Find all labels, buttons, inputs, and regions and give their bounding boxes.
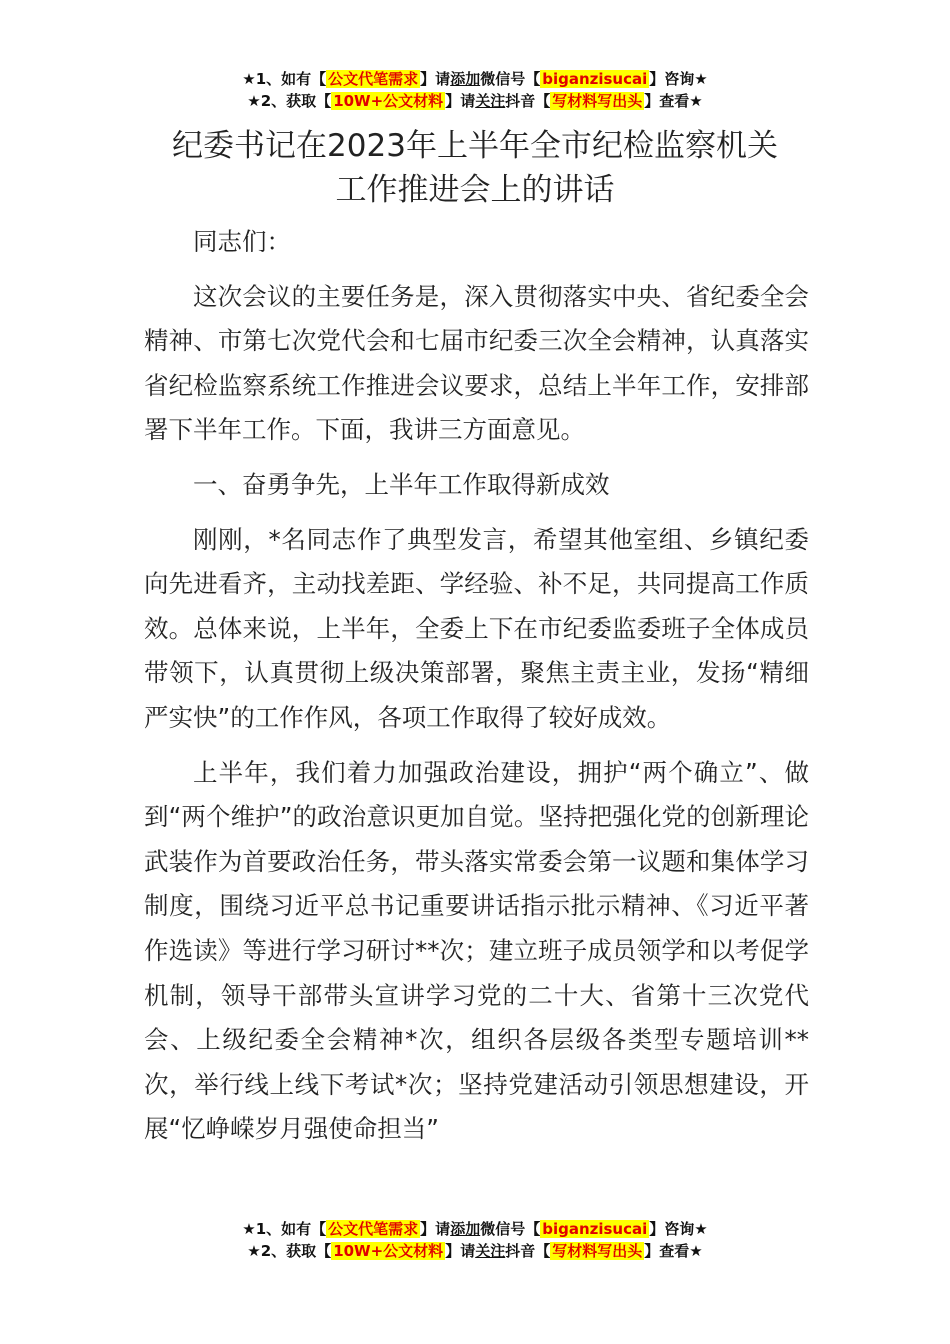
promo-line-2: ★2、获取【 10W+公文材料 】请关注抖音【 写材料写出头 】查看★ [247, 92, 703, 110]
promo-highlight: 写材料写出头 [552, 92, 643, 110]
promo-highlight: 10W+公文材料 [333, 92, 444, 110]
promo-highlight: biganzisucai [542, 70, 648, 88]
document-body [144, 220, 809, 1162]
promo-line-2: ★2、获取【 10W+公文材料 】请关注抖音【 写材料写出头 】查看★ [247, 1242, 703, 1260]
document-title [0, 124, 950, 212]
promo-line-1: ★1、如有【 公文代笔需求 】请添加微信号【 biganzisucai 】咨询★ [242, 70, 708, 88]
promo-highlight: 写材料写出头 [552, 1242, 643, 1260]
promo-banner-top [0, 68, 950, 112]
salutation: 同志们： [193, 227, 291, 256]
promo-highlight: 公文代笔需求 [328, 1220, 419, 1238]
promo-highlight: 10W+公文材料 [333, 1242, 444, 1260]
promo-banner-bottom [0, 1218, 950, 1262]
promo-line-1: ★1、如有【 公文代笔需求 】请添加微信号【 biganzisucai 】咨询★ [242, 1220, 708, 1238]
paragraph: 这次会议的主要任务是，深入贯彻落实中央、省纪委全会精神、市第七次党代会和七届市纪委三次全会精神，认真落实省纪检监察系统工作推进会议要求，总结上半年工作，安排部署下半年工作。下面，我讲三方面意见。 [144, 281, 809, 445]
paragraph: 刚刚，*名同志作了典型发言，希望其他室组、乡镇纪委向先进看齐，主动找差距、学经验、补不足，共同提高工作质效。总体来说，上半年，全委上下在市纪委监委班子全体成员带领下，认真贯彻上级决策部署，聚焦主责主业，发扬“精细严实快”的工作作风，各项工作取得了较好成效。 [144, 524, 809, 732]
paragraph: 上半年，我们着力加强政治建设，拥护“两个确立”、做到“两个维护”的政治意识更加自觉。坚持把强化党的创新理论武装作为首要政治任务，带头落实常委会第一议题和集体学习制度，围绕习近平总书记重要讲话指示批示精神、《习近平著作选读》等进行学习研讨**次；建立班子成员领学和以考促学机制，领导干部带头宣讲学习党的二十大、省第十三次党代会、上级纪委全会精神*次，组织各层级各类型专题培训**次，举行线上线下考试*次；坚持党建活动引领思想建设，开展“忆峥嵘岁月强使命担当” [144, 757, 809, 1144]
section-heading: 一、奋勇争先，上半年工作取得新成效 [193, 469, 610, 499]
title-line-2: 工作推进会上的讲话 [335, 172, 615, 208]
title-line-1: 纪委书记在2023年上半年全市纪检监察机关 [172, 128, 778, 164]
promo-highlight: biganzisucai [542, 1220, 648, 1238]
promo-highlight: 公文代笔需求 [328, 70, 419, 88]
